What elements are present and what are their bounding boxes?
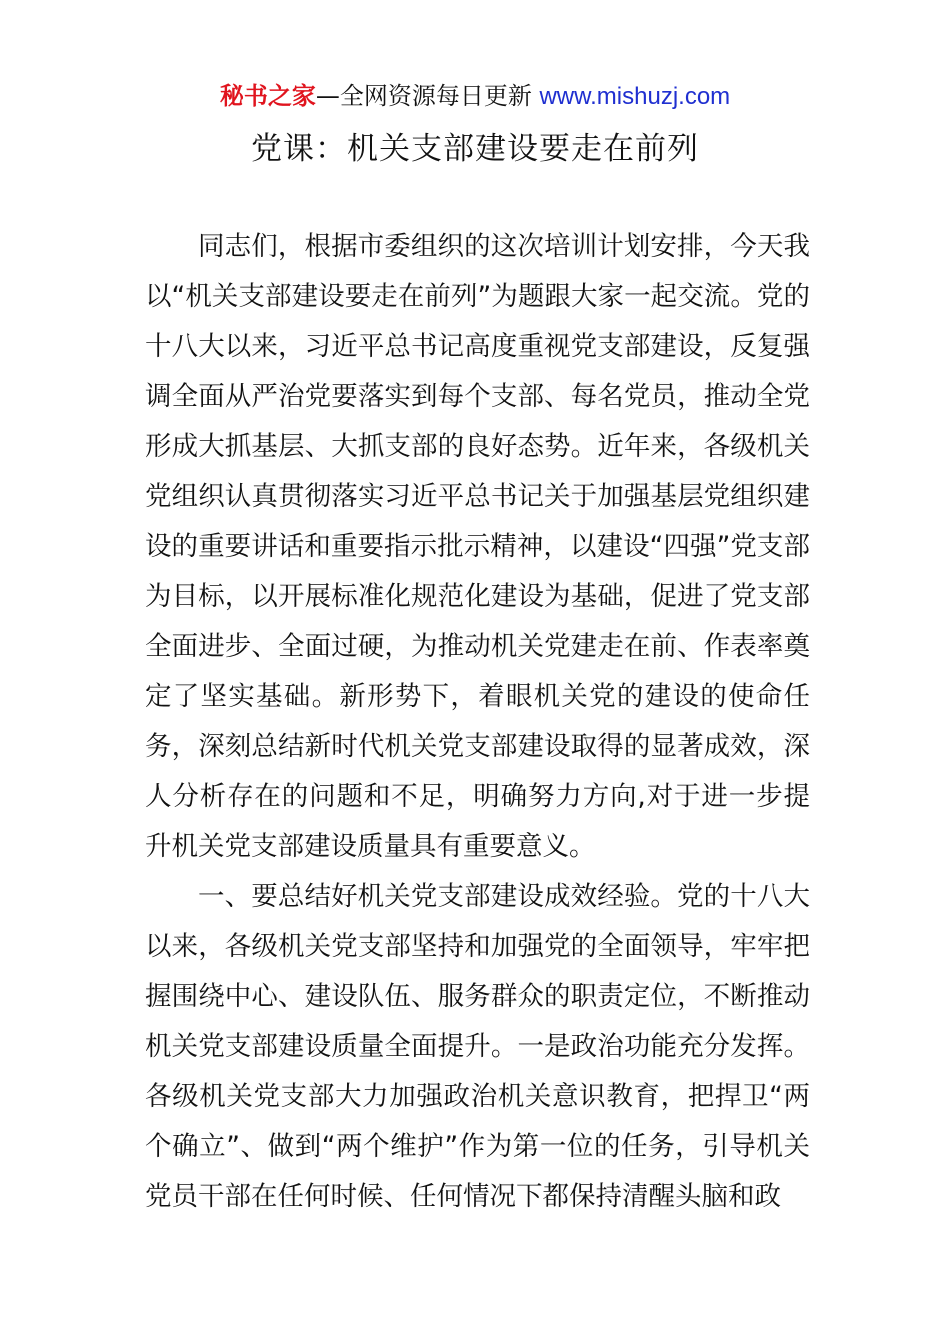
site-tagline: —全网资源每日更新 xyxy=(315,82,540,110)
site-url-link[interactable]: www.mishuzj.com xyxy=(539,83,731,110)
paragraph-section-one: 一、要总结好机关党支部建设成效经验。党的十八大以来，各级机关党支部坚持和加强党的全面领导，牢牢把握围绕中心、建设队伍、服务群众的职责定位，不断推动机关党支部建设质量全面提升。一是政治功能充分发挥。各级机关党支部大力加强政治机关意识教育，把捍卫“两个确立”、做到“两个维护”作为第一位的任务，引导机关党员干部在任何时候、任何情况下都保持清醒头脑和政 xyxy=(145,881,810,1212)
site-header xyxy=(0,80,950,113)
document-body xyxy=(145,222,810,1222)
paragraph-intro: 同志们，根据市委组织的这次培训计划安排，今天我以“机关支部建设要走在前列”为题跟大家一起交流。党的十八大以来，习近平总书记高度重视党支部建设，反复强调全面从严治党要落实到每个支部、每名党员，推动全党形成大抓基层、大抓支部的良好态势。近年来，各级机关党组织认真贯彻落实习近平总书记关于加强基层党组织建设的重要讲话和重要指示批示精神，以建设“四强”党支部为目标，以开展标准化规范化建设为基础，促进了党支部全面进步、全面过硬，为推动机关党建走在前、作表率奠定了坚实基础。新形势下，着眼机关党的建设的使命任务，深刻总结新时代机关党支部建设取得的显著成效，深人分析存在的问题和不足，明确努力方向,对于进一步提升机关党支部建设质量具有重要意义。 xyxy=(145,231,810,862)
site-brand: 秘书之家 xyxy=(219,82,316,110)
document-title: 党课：机关支部建设要走在前列 xyxy=(251,131,699,167)
